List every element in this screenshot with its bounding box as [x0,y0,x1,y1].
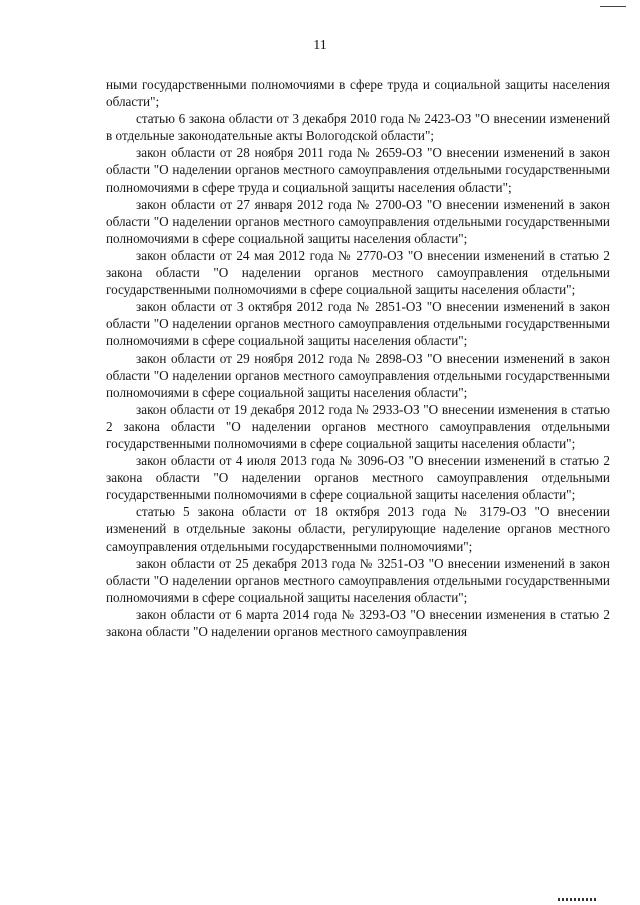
document-body [106,76,610,640]
paragraph: закон области от 4 июля 2013 года № 3096-ОЗ "О внесении изменений в статью 2 закона области "О наделении органов местного самоуправления отдельными государственными полномочиями в сфере социальной защиты населения области"; [106,453,610,503]
paragraph: ными государственными полномочиями в сфере труда и социальной защиты населения области"; [106,77,610,110]
paragraph: закон области от 29 ноября 2012 года № 2898-ОЗ "О внесении изменений в закон области "О наделении органов местного самоуправления отдельными государственными полномочиями в сфере социальной защиты населения области"; [106,350,610,400]
paragraph: закон области от 6 марта 2014 года № 3293-ОЗ "О внесении изменения в статью 2 закона области "О наделении органов местного самоуправления [106,606,610,639]
paragraph: закон области от 25 декабря 2013 года № 3251-ОЗ "О внесении изменений в закон области "О наделении органов местного самоуправления отдельными государственными полномочиями в сфере социальной защиты населения области"; [106,555,610,605]
paragraph: закон области от 19 декабря 2012 года № 2933-ОЗ "О внесении изменения в статью 2 закона области "О наделении органов местного самоуправления отдельными государственными полномочиями в сфере социальной защиты населения области"; [106,401,610,451]
scan-edge-mark [600,0,626,7]
page-number: 11 [313,38,327,53]
paragraph: закон области от 27 января 2012 года № 2700-ОЗ "О внесении изменений в закон области "О наделении органов местного самоуправления отдельными государственными полномочиями в сфере социальной защиты населения области"; [106,196,610,246]
scan-bottom-mark [558,898,598,901]
paragraph: закон области от 3 октября 2012 года № 2851-ОЗ "О внесении изменений в закон области "О наделении органов местного самоуправления отдельными государственными полномочиями в сфере социальной защиты населения области"; [106,299,610,349]
paragraph: статью 6 закона области от 3 декабря 2010 года № 2423-ОЗ "О внесении изменений в отдельные законодательные акты Вологодской области"; [106,111,610,144]
paragraph: закон области от 24 мая 2012 года № 2770-ОЗ "О внесении изменений в статью 2 закона области "О наделении органов местного самоуправления отдельными государственными полномочиями в сфере социальной защиты населения области"; [106,247,610,298]
paragraph: закон области от 28 ноября 2011 года № 2659-ОЗ "О внесении изменений в закон области "О наделении органов местного самоуправления отдельными государственными полномочиями в сфере труда и социальной защиты населения области"; [106,145,610,195]
paragraph: статью 5 закона области от 18 октября 2013 года № 3179-ОЗ "О внесении изменений в отдельные законы области, регулирующие наделение органов местного самоуправления отдельными государственными полномочиями"; [106,504,610,554]
